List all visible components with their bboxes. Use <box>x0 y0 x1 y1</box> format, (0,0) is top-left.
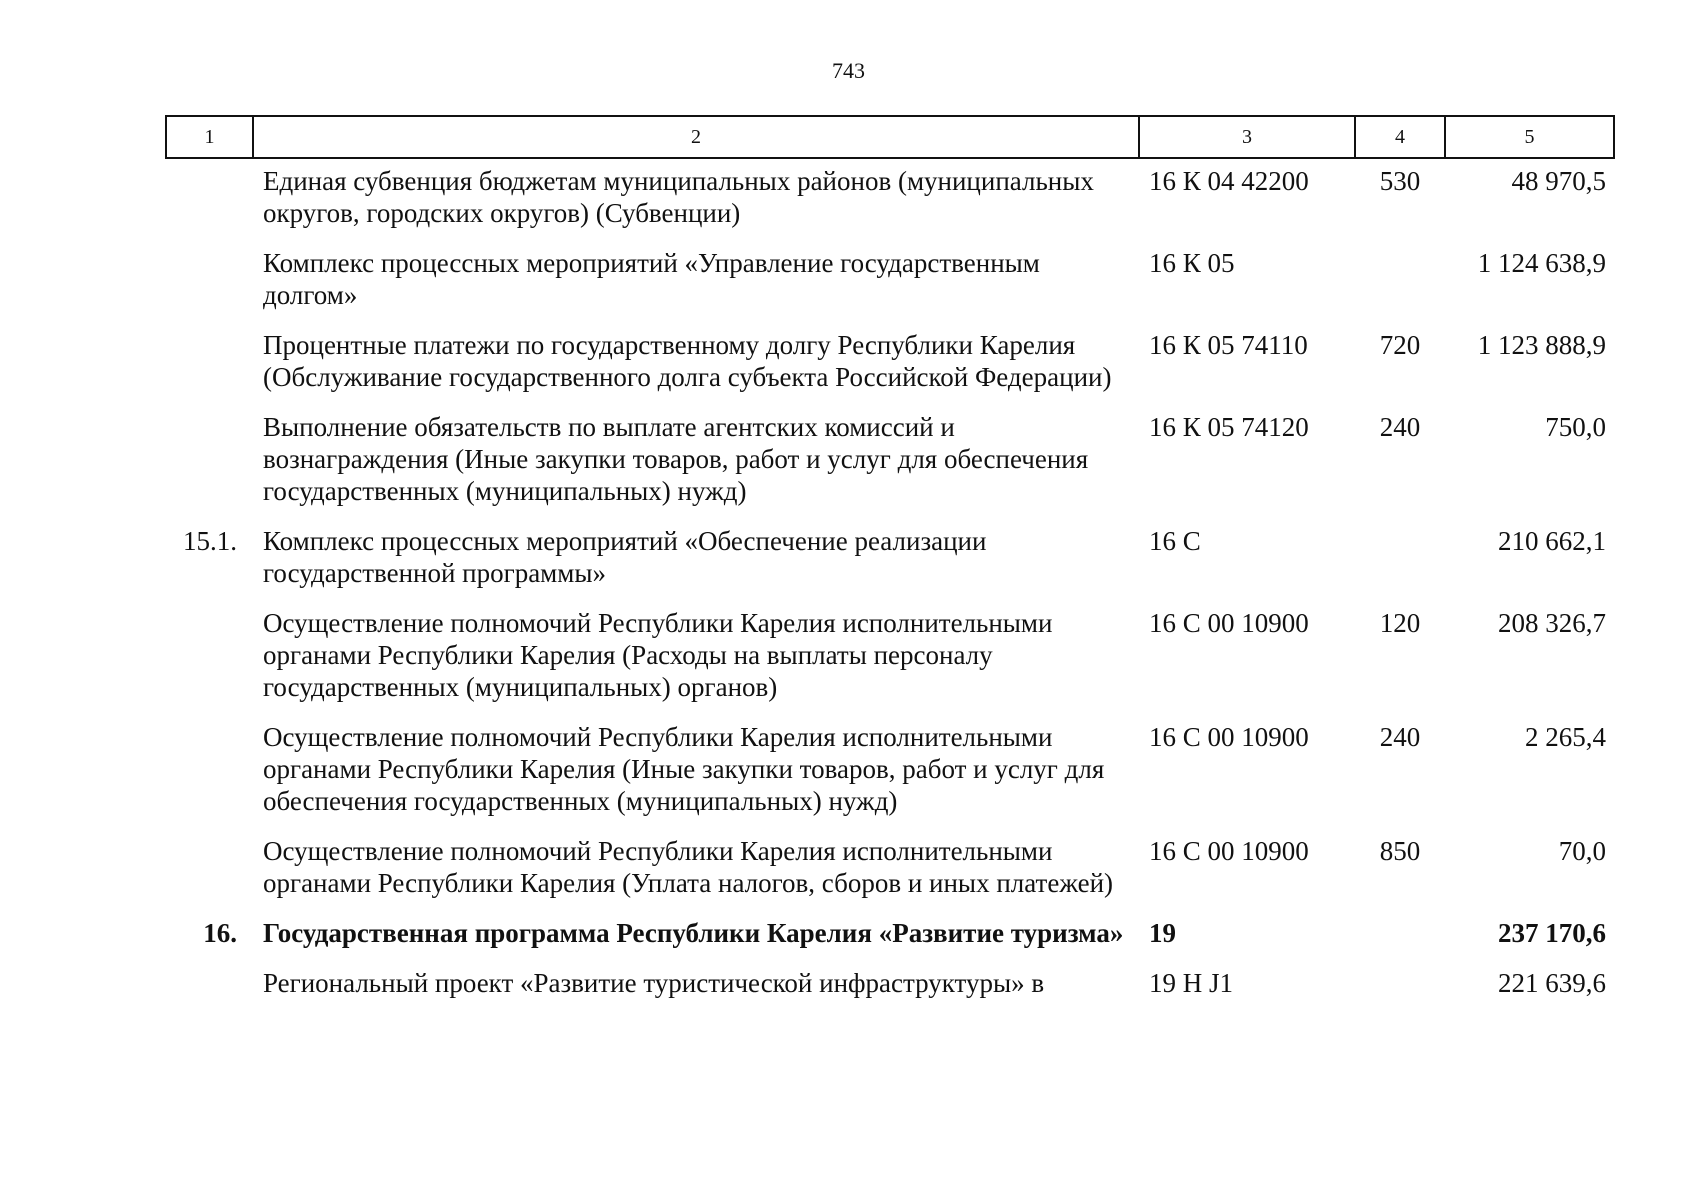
table-row <box>166 721 1614 835</box>
row-expense-type <box>1355 247 1445 329</box>
row-code: 16 К 04 42200 <box>1149 166 1309 196</box>
table-row <box>166 329 1614 411</box>
row-code: 16 С 00 10900 <box>1149 836 1309 866</box>
row-code: 16 С 00 10900 <box>1149 608 1309 638</box>
row-number <box>166 411 253 525</box>
row-description: Осуществление полномочий Республики Карелия исполнительными органами Республики Карелия (Расходы на выплаты персоналу государственных (муниципальных) органов) <box>263 608 1053 702</box>
row-amount: 237 170,6 <box>1498 918 1606 948</box>
row-expense-type: 530 <box>1379 166 1421 196</box>
row-code: 16 С <box>1149 526 1201 556</box>
row-amount: 750,0 <box>1545 412 1606 442</box>
header-col-3: 3 <box>1139 116 1355 158</box>
header-col-2: 2 <box>253 116 1139 158</box>
row-description: Осуществление полномочий Республики Карелия исполнительными органами Республики Карелия (Уплата налогов, сборов и иных платежей) <box>263 836 1114 898</box>
table-row <box>166 411 1614 525</box>
table-header <box>166 116 1614 158</box>
row-expense-type: 720 <box>1379 330 1421 360</box>
header-col-4: 4 <box>1355 116 1445 158</box>
header-col-1: 1 <box>166 116 253 158</box>
row-expense-type <box>1355 525 1445 607</box>
row-amount: 208 326,7 <box>1498 608 1606 638</box>
row-number: 16. <box>203 918 237 948</box>
row-number <box>166 158 253 247</box>
row-code: 16 К 05 74120 <box>1149 412 1309 442</box>
row-description: Единая субвенция бюджетам муниципальных районов (муниципальных округов, городских округов) (Субвенции) <box>263 166 1094 228</box>
row-expense-type <box>1355 967 1445 1017</box>
row-amount: 2 265,4 <box>1525 722 1606 752</box>
row-amount: 48 970,5 <box>1511 166 1606 196</box>
table-row <box>166 607 1614 721</box>
header-col-5: 5 <box>1445 116 1614 158</box>
table-row <box>166 835 1614 917</box>
row-code: 19 Н J1 <box>1149 968 1234 998</box>
row-number <box>166 607 253 721</box>
program-row <box>166 917 1614 967</box>
row-expense-type: 240 <box>1379 722 1421 752</box>
table-row <box>166 967 1614 1017</box>
table-row <box>166 525 1614 607</box>
row-description: Процентные платежи по государственному долгу Республики Карелия (Обслуживание государственного долга субъекта Российской Федерации) <box>263 330 1112 392</box>
row-description: Комплекс процессных мероприятий «Обеспечение реализации государственной программы» <box>263 526 987 588</box>
row-amount: 221 639,6 <box>1498 968 1606 998</box>
row-number <box>166 835 253 917</box>
row-amount: 70,0 <box>1558 836 1606 866</box>
row-code: 16 К 05 <box>1149 248 1235 278</box>
row-number <box>166 329 253 411</box>
row-number <box>166 967 253 1017</box>
table-body <box>166 158 1614 1017</box>
row-number <box>166 247 253 329</box>
row-number: 15.1. <box>183 526 237 556</box>
row-number <box>166 721 253 835</box>
row-expense-type: 240 <box>1379 412 1421 442</box>
page-number: 743 <box>832 58 865 83</box>
row-code: 16 К 05 74110 <box>1149 330 1308 360</box>
row-code: 19 <box>1149 918 1176 948</box>
row-expense-type: 850 <box>1379 836 1421 866</box>
row-amount: 1 123 888,9 <box>1477 330 1606 360</box>
table-row <box>166 158 1614 247</box>
row-amount: 210 662,1 <box>1498 526 1606 556</box>
row-description: Государственная программа Республики Карелия «Развитие туризма» <box>263 918 1124 948</box>
row-code: 16 С 00 10900 <box>1149 722 1309 752</box>
row-description: Выполнение обязательств по выплате агентских комиссий и вознаграждения (Иные закупки товаров, работ и услуг для обеспечения государственных (муниципальных) нужд) <box>263 412 1089 506</box>
row-description: Региональный проект «Развитие туристической инфраструктуры» в <box>263 968 1045 998</box>
row-expense-type: 120 <box>1379 608 1421 638</box>
row-expense-type <box>1355 917 1445 967</box>
table-row <box>166 247 1614 329</box>
row-description: Осуществление полномочий Республики Карелия исполнительными органами Республики Карелия (Иные закупки товаров, работ и услуг для обеспечения государственных (муниципальных) нужд) <box>263 722 1105 816</box>
row-amount: 1 124 638,9 <box>1477 248 1606 278</box>
header-row <box>166 116 1614 158</box>
budget-table <box>165 115 1615 1017</box>
row-description: Комплекс процессных мероприятий «Управление государственным долгом» <box>263 248 1040 310</box>
